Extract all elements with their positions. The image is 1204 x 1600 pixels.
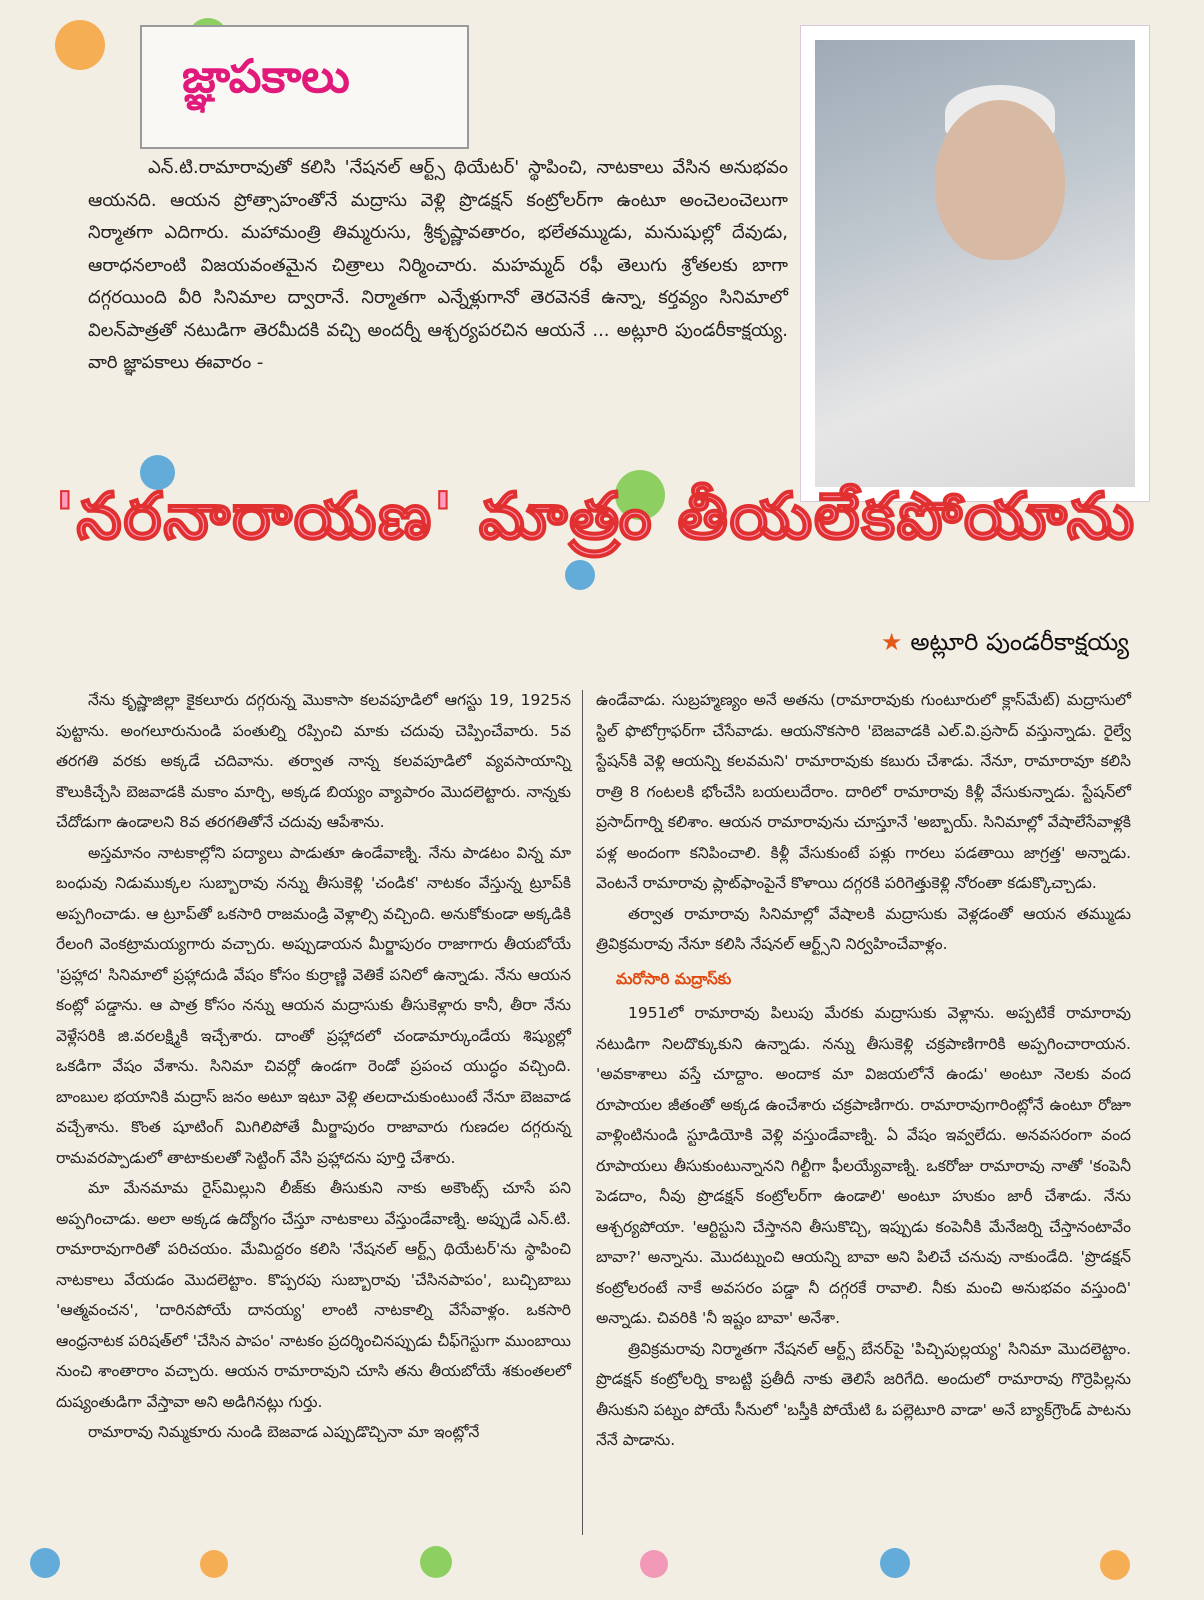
section-logo (140, 25, 469, 149)
column-divider (582, 690, 583, 1535)
article-paragraph: తర్వాత రామారావు సినిమాల్లో వేషాలకి మద్రాసుకు వెళ్లడంతో ఆయన తమ్ముడు త్రివిక్రమరావు నేనూ కలిసి నేషనల్ ఆర్ట్స్‌ని నిర్వహించేవాళ్లం. (596, 904, 1131, 953)
star-icon: ★ (880, 628, 903, 656)
left-column (56, 685, 571, 1448)
subheading: మరోసారి మద్రాస్‌కు (616, 969, 732, 988)
article-paragraph: రామారావు నిమ్మకూరు నుండి బెజవాడ ఎప్పుడొచ్చినా మా ఇంట్లోనే (88, 1423, 480, 1441)
article-paragraph: ఉండేవాడు. సుబ్రహ్మణ్యం అనే అతను (రామారావుకు గుంటూరులో క్లాస్‌మేట్) మద్రాసులో స్టిల్ ఫొటోగ్రాఫర్‌గా చేసేవాడు. ఆయనొకసారి 'బెజవాడకి ఎల్.వి.ప్రసాద్ వస్తున్నాడు. రైల్వే స్టేషన్‌కి వెళ్లి ఆయన్ని కలవమని' రామారావుకు కబురు చేశాడు. నేనూ, రామారావూ కలిసి రాత్రి 8 గంటలకి భోంచేసి బయలుదేరాం. దారిలో రామారావు కిళ్లీ వేసుకున్నాడు. స్టేషన్‌లో ప్రసాద్‌గార్ని కలిశాం. ఆయన రామారావును చూస్తూనే 'అబ్బాయ్. సినిమాల్లో వేషాలేసేవాళ్లకి పళ్ల అందంగా కనిపించాలి. కిళ్లీ వేసుకుంటే పళ్లు గారలు పడతాయి జాగ్రత్త' అన్నాడు. వెంటనే రామారావు ప్లాట్‌ఫాంపైనే కొళాయి దగ్గరకి పరిగెత్తుకెళ్లి నోరంతా కడుక్కొచ్చాడు. (596, 691, 1131, 892)
section-logo-text: జ్ఞాపకాలు (182, 49, 350, 103)
article-paragraph: త్రివిక్రమరావు నిర్మాతగా నేషనల్ ఆర్ట్స్ బేనర్‌పై 'పిచ్చిపుల్లయ్య' సినిమా మొదలెట్టాం. ప్రొడక్షన్ కంట్రోలర్ని కాబట్టి ప్రతీదీ నాకు తెలిసే జరిగేది. అందులో రామారావు గొర్రెపిల్లను తీసుకుని పట్నం పోయే సీనులో 'బస్తీకి పోయేటి ఓ పల్లెటూరి వాడా' అనే బ్యాక్‌గ్రౌండ్ పాటను నేనే పాడాను. (596, 1339, 1131, 1449)
headline: 'నరనారాయణ' మాత్రం తీయలేకపోయాను (55, 480, 1136, 554)
article-paragraph: 1951లో రామారావు పిలుపు మేరకు మద్రాసుకు వెళ్లాను. అప్పటికే రామారావు నటుడిగా నిలదొక్కుకుని ఉన్నాడు. నన్ను తీసుకెళ్లి చక్రపాణిగారికి అప్పగించారాయన. 'అవకాశాలు వస్తే చూద్దాం. అందాక మా విజయలోనే ఉండు' అంటూ నెలకు వంద రూపాయల జీతంతో అక్కడ ఉంచేశారు చక్రపాణిగారు. రామారావుగారింట్లోనే ఉంటూ రోజూ వాళ్లింటినుండి స్టూడియోకి వెళ్లి వస్తుండేవాణ్ని. ఏ వేషం ఇవ్వలేదు. అనవసరంగా వంద రూపాయలు తీసుకుంటున్నానని గిల్టీగా ఫీలయ్యేవాణ్ని. ఒకరోజు రామారావు నాతో 'కంపెనీ పెడదాం, నీవు ప్రొడక్షన్ కంట్రోలర్‌గా ఉండాలి' అంటూ హుకుం జారీ చేశాడు. నేను ఆశ్చర్యపోయా. 'ఆర్టిస్టుని చేస్తానని తీసుకొచ్చి, ఇప్పుడు కంపెనీకి మేనేజర్ని చేస్తానంటావేం బావా?' అన్నాను. మొదట్నుంచి ఆయన్ని బావా అని పిలిచే చనువు నాకుండేది. 'ప్రొడక్షన్ కంట్రోలరంటే నాకే అవసరం పడ్డా నీ దగ్గరకే రావాలి. నీకు మంచి అనుభవం వస్తుంది' అన్నాడు. చివరికి 'నీ ఇష్టం బావా' అనేశా. (596, 1004, 1131, 1327)
article-paragraph: నేను కృష్ణాజిల్లా కైకలూరు దగ్గరున్న మొకాసా కలవపూడిలో ఆగస్టు 19, 1925న పుట్టాను. అంగలూరునుండి పంతుల్ని రప్పించి మాకు చదువు చెప్పించేవారు. 5వ తరగతి వరకు అక్కడే చదివాను. తర్వాత నాన్న కలవపూడిలో వ్యవసాయాన్ని కౌలుకిచ్చేసి బెజవాడకి మకాం మార్చి, అక్కడ బియ్యం వ్యాపారం మొదలెట్టారు. నాన్నకు చేదోడుగా ఉండాలని 8వ తరగతితోనే చదువు ఆపేశాను. (56, 691, 571, 831)
intro-paragraph: ఎన్.టి.రామారావుతో కలిసి 'నేషనల్ ఆర్ట్స్ థియేటర్' స్థాపించి, నాటకాలు వేసిన అనుభవం ఆయనది. ఆయన ప్రోత్సాహంతోనే మద్రాసు వెళ్లి ప్రొడక్షన్ కంట్రోలర్‌గా ఉంటూ అంచెలంచెలుగా నిర్మాతగా ఎదిగారు. మహామంత్రి తిమ్మరుసు, శ్రీకృష్ణావతారం, భలేతమ్ముడు, మనుషుల్లో దేవుడు, ఆరాధనలాంటి విజయవంతమైన చిత్రాలు నిర్మించారు. మహమ్మద్ రఫీ తెలుగు శ్రోతలకు బాగా దగ్గరయింది వీరి సినిమాల ద్వారానే. నిర్మాతగా ఎన్నేళ్లుగానో తెరవెనకే ఉన్నా, కర్తవ్యం సినిమాలో విలన్‌పాత్రతో నటుడిగా తెరమీదకి వచ్చి అందర్నీ ఆశ్చర్యపరచిన ఆయనే ... అట్లూరి పుండరీకాక్షయ్య. వారి జ్ఞాపకాలు ఈవారం - (88, 157, 788, 373)
author-photo (800, 25, 1150, 502)
article-paragraph: మా మేనమామ రైస్‌మిల్లుని లీజ్‌కు తీసుకుని నాకు అకౌంట్స్ చూసే పని అప్పగించాడు. అలా అక్కడ ఉద్యోగం చేస్తూ నాటకాలు వేస్తుండేవాణ్ని. అప్పుడే ఎన్.టి. రామారావుగారితో పరిచయం. మేమిద్దరం కలిసి 'నేషనల్ ఆర్ట్స్ థియేటర్'ను స్థాపించి నాటకాలు వేయడం మొదలెట్టాం. కొప్పరపు సుబ్బారావు 'చేసినపాపం', బుచ్చిబాబు 'ఆత్మవంచన', 'దారినపోయే దానయ్య' లాంటి నాటకాల్ని వేసేవాళ్లం. ఒకసారి ఆంధ్రనాటక పరిషత్‌లో 'చేసిన పాపం' నాటకం ప్రదర్శించినప్పుడు చీఫ్‌గెస్టుగా ముంబాయి నుంచి శాంతారాం వచ్చారు. ఆయన రామారావుని చూసి తను తీయబోయే శకుంతలలో దుష్యంతుడిగా వేస్తావా అని అడిగినట్లు గుర్తు. (56, 1179, 571, 1411)
author-name: అట్లూరి పుండరీకాక్షయ్య (910, 628, 1129, 656)
byline (881, 628, 1129, 662)
flower-decoration (55, 20, 105, 70)
article-paragraph: అస్తమానం నాటకాల్లోని పద్యాలు పాడుతూ ఉండేవాణ్ని. నేను పాడటం విన్న మా బంధువు నిడుముక్కల సుబ్బారావు నన్ను తీసుకెళ్లి 'చండిక' నాటకం వేస్తున్న ట్రూప్‌కి అప్పగించాడు. ఆ ట్రూప్‌తో ఒకసారి రాజమండ్రి వెళ్లాల్సి వచ్చింది. అనుకోకుండా అక్కడికి రేలంగి వెంకట్రామయ్యగారు వచ్చారు. అప్పుడాయన మీర్జాపురం రాజాగారు తీయబోయే 'ప్రహ్లాద' సినిమాలో ప్రహ్లాదుడి వేషం కోసం కుర్రాణ్ణి వెతికే పనిలో ఉన్నాడు. నేను ఆయన కంట్లో పడ్డాను. ఆ పాత్ర కోసం నన్ను ఆయన మద్రాసుకు తీసుకెళ్లారు కానీ, తీరా నేను వెళ్లేసరికి జి.వరలక్ష్మికి ఇచ్చేశారు. దాంతో ప్రహ్లాదలో చండామార్కుండేయ శిష్యుల్లో ఒకడిగా వేషం వేశాను. సినిమా చివర్లో ఉండగా రెండో ప్రపంచ యుద్ధం వచ్చింది. బాంబుల భయానికి మద్రాస్ జనం అటూ ఇటూ వెళ్లి తలదాచుకుంటుంటే నేనూ బెజవాడ వచ్చేశాను. కొంత షూటింగ్ మిగిలిపోతే మీర్జాపురం రాజావారు గుణదల దగ్గరున్న రామవరప్పాడులో తాటాకులతో సెట్టింగ్ వేసి ప్రహ్లాదను పూర్తి చేశారు. (56, 843, 571, 1167)
flower-border (0, 1540, 1204, 1600)
right-column (596, 685, 1131, 1456)
